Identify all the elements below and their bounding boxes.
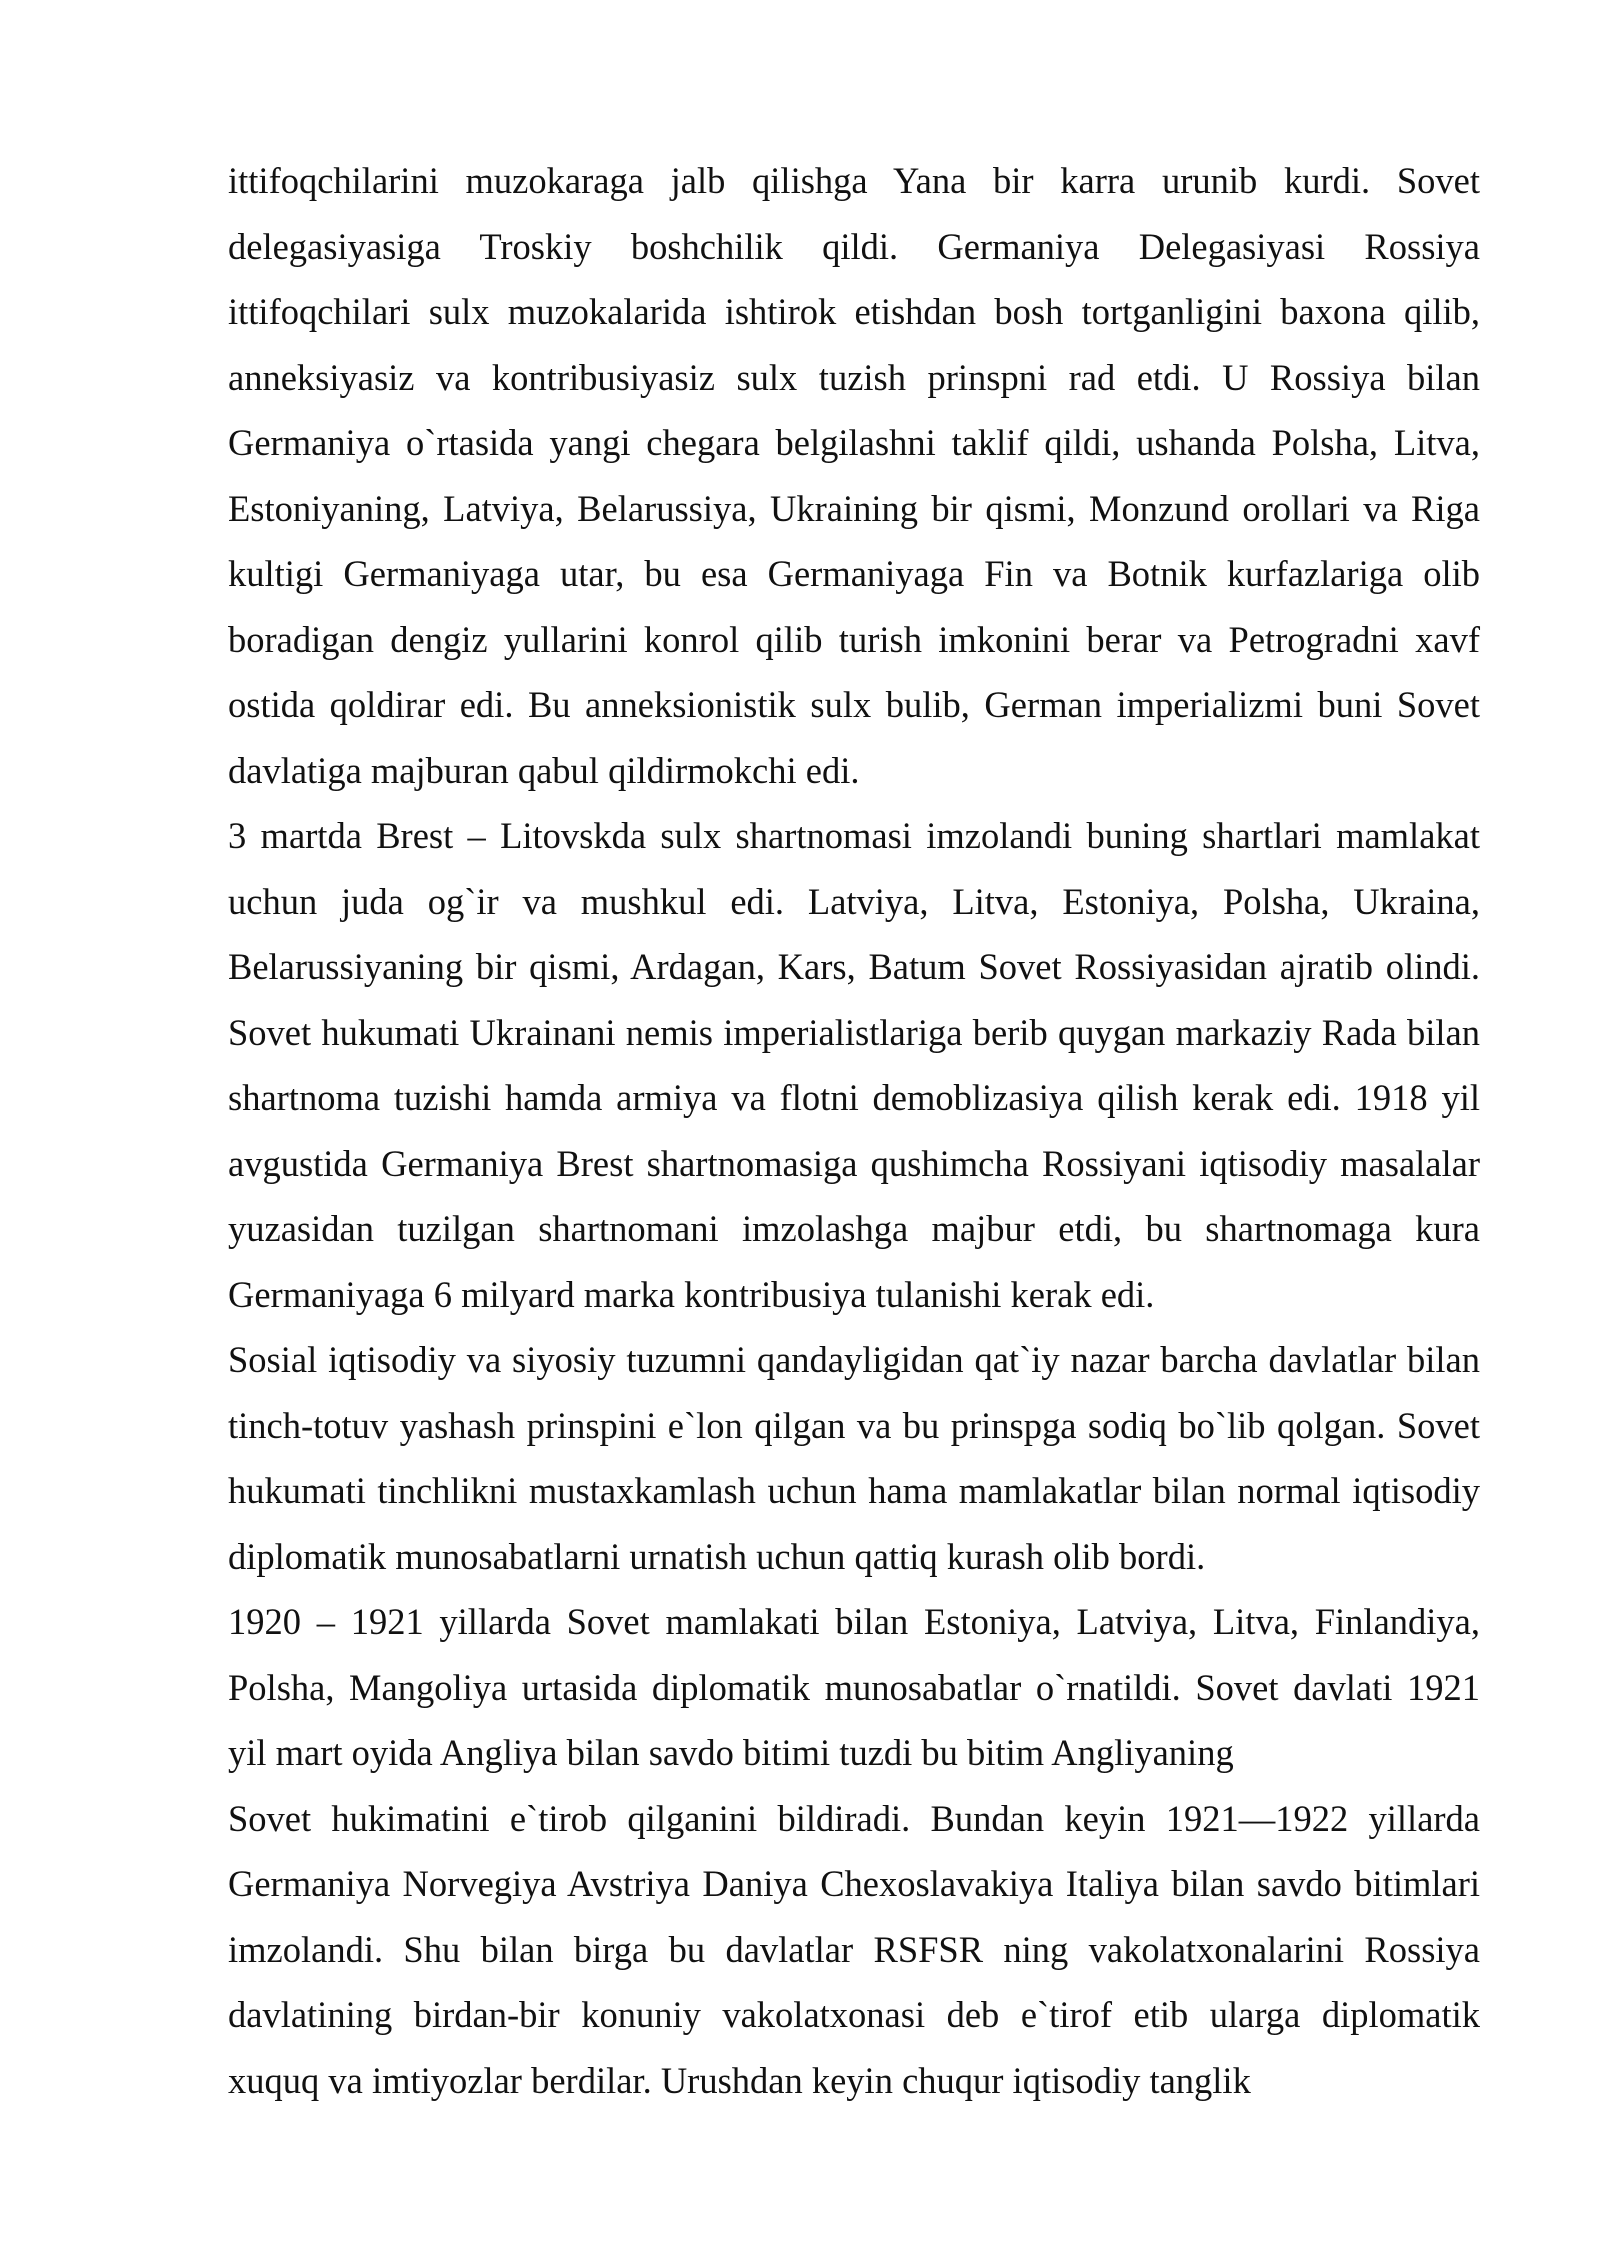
paragraph-5: Sovet hukimatini e`tirob qilganini bildiradi. Bundan keyin 1921—1922 yillarda Germaniya Norvegiya Avstriya Daniya Chexoslavakiya Italiya bilan savdo bitimlari imzolandi. Shu bilan birga bu davlatlar RSFSR ning vakolatxonalarini Rossiya davlatining birdan-bir konuniy vakolatxonasi deb e`tirof etib ularga diplomatik xuquq va imtiyozlar berdilar. Urushdan keyin chuqur iqtisodiy tanglik [228,1797,1480,2101]
body-text [228,148,1480,2113]
paragraph-4: 1920 – 1921 yillarda Sovet mamlakati bilan Estoniya, Latviya, Litva, Finlandiya, Polsha, Mangoliya urtasida diplomatik munosabatlar o`rnatildi. Sovet davlati 1921 yil mart oyida Angliya bilan savdo bitimi tuzdi bu bitim Angliyaning [228,1601,1480,1773]
paragraph-3: Sosial iqtisodiy va siyosiy tuzumni qandayligidan qat`iy nazar barcha davlatlar bilan tinch-totuv yashash prinspini e`lon qilgan va bu prinspga sodiq bo`lib qolgan. Sovet hukumati tinchlikni mustaxkamlash uchun hama mamlakatlar bilan normal iqtisodiy diplomatik munosabatlarni urnatish uchun qattiq kurash olib bordi. [228,1339,1480,1577]
paragraph-1: ittifoqchilarini muzokaraga jalb qilishga Yana bir karra urunib kurdi. Sovet delegasiyasiga Troskiy boshchilik qildi. Germaniya Delegasiyasi Rossiya ittifoqchilari sulx muzokalarida ishtirok etishdan bosh tortganligini baxona qilib, anneksiyasiz va kontribusiyasiz sulx tuzish prinspni rad etdi. U Rossiya bilan Germaniya o`rtasida yangi chegara belgilashni taklif qildi, ushanda Polsha, Litva, Estoniyaning, Latviya, Belarussiya, Ukraining bir qismi, Monzund orollari va Riga kultigi Germaniyaga utar, bu esa Germaniyaga Fin va Botnik kurfazlariga olib boradigan dengiz yullarini konrol qilib turish imkonini berar va Petrogradni xavf ostida qoldirar edi. Bu anneksionistik sulx bulib, German imperializmi buni Sovet davlatiga majburan qabul qildirmokchi edi. [228,160,1480,791]
paragraph-2: 3 martda Brest – Litovskda sulx shartnomasi imzolandi buning shartlari mamlakat uchun juda og`ir va mushkul edi. Latviya, Litva, Estoniya, Polsha, Ukraina, Belarussiyaning bir qismi, Ardagan, Kars, Batum Sovet Rossiyasidan ajratib olindi. Sovet hukumati Ukrainani nemis imperialistlariga berib quygan markaziy Rada bilan shartnoma tuzishi hamda armiya va flotni demoblizasiya qilish kerak edi. 1918 yil avgustida Germaniya Brest shartnomasiga qushimcha Rossiyani iqtisodiy masalalar yuzasidan tuzilgan shartnomani imzolashga majbur etdi, bu shartnomaga kura Germaniyaga 6 milyard marka kontribusiya tulanishi kerak edi. [228,815,1480,1315]
